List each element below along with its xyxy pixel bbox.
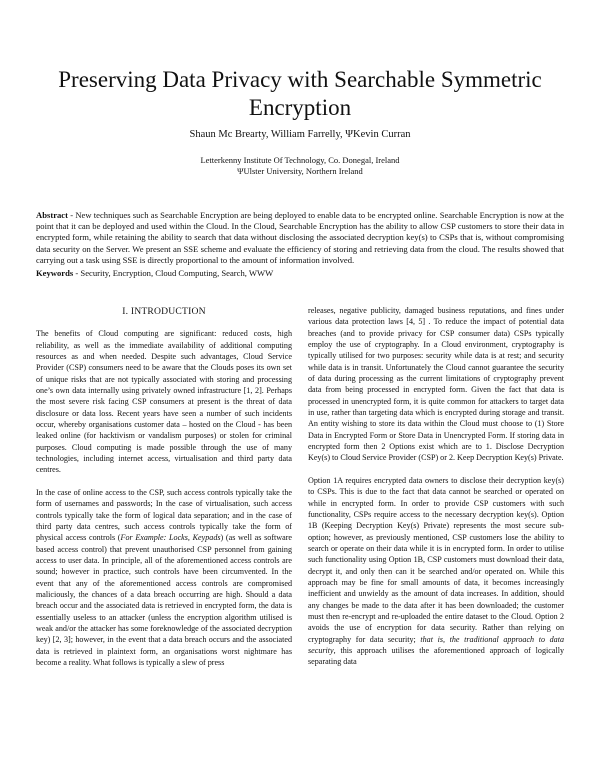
intro-paragraph-4	[308, 475, 564, 668]
right-column	[308, 305, 564, 679]
intro-paragraph-2-italic: For Example: Locks, Keypads	[120, 533, 221, 543]
left-column	[36, 306, 292, 679]
section-heading-introduction: I. INTRODUCTION	[122, 306, 206, 317]
affiliation-2: ΨUlster University, Northern Ireland	[237, 166, 363, 176]
intro-paragraph-2-part-b: ) (as well as software based access control) that prevent unauthorised CSP personnel from gaining access to user data. In principle, all of the aforementioned access controls are sound; however in practice, such controls have been circumvented. In the event that any of the aforementioned access controls are compromised maliciously, the chances of a data breach occurring are high. Should a data breach occur and the associated data is retrieved in encrypted form, the data is essentially useless to an attacker (unless the encryption algorithm utilised is weak and/or the attacker has some foreknowledge of the associated decryption key) [2, 3]; however, in the event that a data breach occurs and the associated data is retrieved in plaintext form, an organisations worst nightmare has become a reality. What follows is typically a slew of press	[36, 533, 292, 667]
keywords-text: - Security, Encryption, Cloud Computing, Search, WWW	[73, 268, 274, 278]
abstract-label: Abstract	[36, 210, 68, 220]
intro-paragraph-3: releases, negative publicity, damaged business reputations, and fines under various data protection laws [4, 5] . To reduce the impact of potential data breaches (and to provide privacy for CSP consumer data) CSPs typically employ the use of cryptography. In a Cloud environment, cryptography is typically utilised for two purposes: security while data is at rest; and security while data is in transit. Unfortunately the Cloud cannot guarantee the security of data during processing as the current limitations of cryptography prevent data from being processed in encrypted form. Given the fact that data is processed in unencrypted form, it is quite common for attackers to target data in use, rather than targeting data which is encrypted during storage and transit. An entity wishing to store its data within the Cloud must choose to (1) Store Data in Encrypted Form or Store Data in Unencrypted Form. If storing data in encrypted form then 2 Options exist which are to 1. Disclose Decryption Key(s) to Cloud Service Provider (CSP) or 2. Keep Decryption Key(s) Private.	[308, 306, 564, 463]
intro-paragraph-2	[36, 487, 292, 669]
intro-paragraph-2-part-a: In the case of online access to the CSP, such access controls typically take the form of usernames and passwords; In the case of virtualisation, such access controls typically take the form of logical data separation; and in the case of third party data centres, such access controls typically take the form of physical access controls (	[36, 487, 292, 543]
intro-paragraph-4-part-b: , this approach utilises the aforementioned approach of logically separating data	[308, 645, 564, 667]
intro-paragraph-4-part-a: Option 1A requires encrypted data owners to disclose their decryption key(s) to CSPs. This is due to the fact that data cannot be searched or operated on while in encrypted form. In order to provide CSP customers with such functionality, CSPs require access to the necessary decryption key(s). Option 1B (Keeping Decryption Key(s) Private) represents the most secure sub-option; however, as previously mentioned, CSP customers lose the ability to search or operate on their data while it is in encrypted form. In order to utilise such functionality using Option 1B, CSP customers must download their data, decrypt it, and only then can it be searched and/or operated on. While this approach may be fine for small amounts of data, it becomes increasingly inefficient and unwieldy as the amount of data increases. In addition, should any changes be made to the data after it has been downloaded; the customer must then re-encrypt and re-uploaded the entire dataset to the Cloud. Option 2 avoids the use of encryption for data security. Rather than relying on cryptography for data security;	[308, 475, 564, 644]
author-list: Shaun Mc Brearty, William Farrelly, ΨKevin Curran	[189, 129, 411, 140]
affiliation-1: Letterkenny Institute Of Technology, Co. Donegal, Ireland	[200, 155, 400, 165]
keywords-label: Keywords	[36, 268, 74, 278]
abstract	[36, 210, 564, 266]
keywords	[36, 268, 564, 279]
abstract-text: - New techniques such as Searchable Encryption are being deployed to enable data to be encrypted online. Searchable Encryption is now at the point that it can be deployed and used within the Cloud. In the Cloud, Searchable Encryption has the ability to allow CSP customers to store their data in encrypted form, while retaining the ability to search that data without disclosing the associated decryption key(s) to CSPs that is, without compromising data security on the Server. We present an SSE scheme and evaluate the efficiency of storing and retrieving data from the cloud. The results showed that carrying out a task using SSE is directly proportional to the amount of information involved.	[36, 210, 564, 265]
paper-title: Preserving Data Privacy with Searchable Symmetric Encryption	[58, 67, 542, 120]
intro-paragraph-4-italic: that is, the traditional approach to data security	[308, 634, 564, 655]
intro-paragraph-1: The benefits of Cloud computing are significant: reduced costs, high reliability, as well as the immediate availability of additional computing resources as and when needed. Despite such advantages, Cloud Service Provider (CSP) consumers need to be aware that the Clouds poses its own set of unique risks that are not typically associated with storing and processing one’s own data internally using privately owned infrastructure [1, 2]. Perhaps the most severe risk facing CSP consumers at present is the threat of data disclosure or data loss. Recent years have seen a number of such incidents occur, whereby organisations customer data – hosted on the Cloud - has been leaked online (for hacktivism or vandalism purposes) or stolen for criminal purposes. Cloud computing is made possible through the use of many technologies, including internet access, virtualisation and third party data centres.	[36, 329, 292, 475]
